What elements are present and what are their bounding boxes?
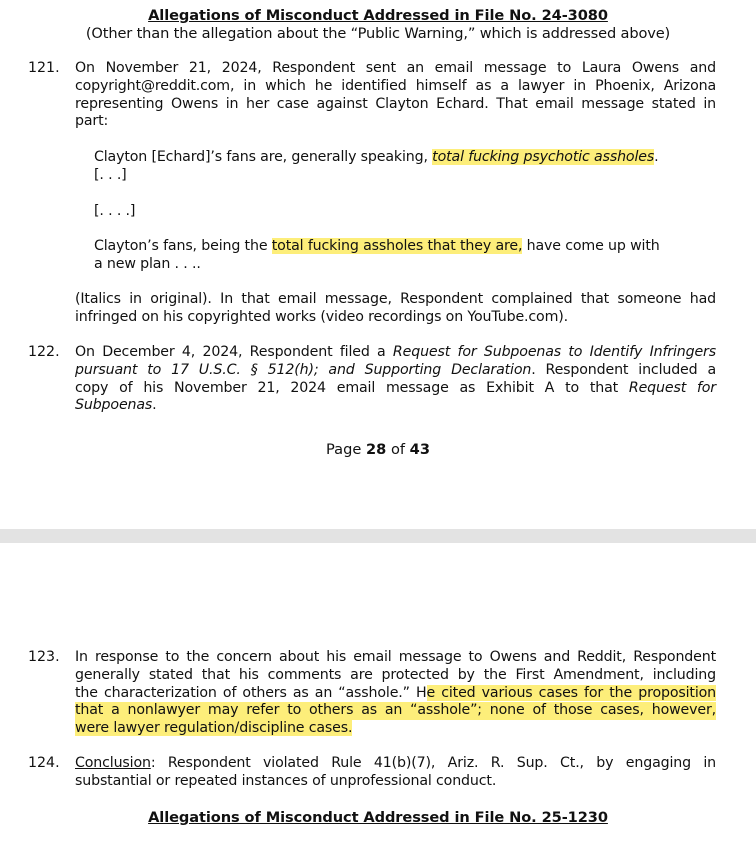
section-subheading: (Other than the allegation about the “Public Warning,” which is addressed above) xyxy=(85,25,671,42)
text-line: infringed on his copyrighted works (video recordings on YouTube.com). xyxy=(75,308,568,325)
conclusion-label: Conclusion xyxy=(75,755,151,771)
page-separator xyxy=(0,529,756,543)
quote-text: . xyxy=(654,149,659,165)
section-heading: Allegations of Misconduct Addressed in File No. 25-1230 xyxy=(148,809,608,826)
quote-text: a new plan . . .. xyxy=(94,255,201,272)
text: copy of his November 21, 2024 email message as Exhibit A to that xyxy=(75,379,629,396)
highlighted-text: were lawyer regulation/discipline cases. xyxy=(75,720,353,737)
text: . Respondent included a xyxy=(531,361,716,378)
text: . xyxy=(152,397,157,414)
text: the characterization of others as an “asshole.” H xyxy=(75,684,427,701)
paragraph-123 xyxy=(28,649,716,738)
document-title: Subpoenas xyxy=(75,397,153,414)
paragraph-number: 124. xyxy=(28,755,60,771)
paragraph-number: 122. xyxy=(28,344,60,360)
quote-text: have come up with xyxy=(522,238,660,254)
paragraph-number: 121. xyxy=(28,60,60,76)
text-line: generally stated that his comments are protected by the First Amendment, including xyxy=(75,666,716,683)
highlighted-quote: total fucking assholes that they are, xyxy=(271,238,523,254)
page-word: Page xyxy=(326,441,362,458)
paragraph-number: 123. xyxy=(28,649,60,665)
text-line: representing Owens in her case against Clayton Echard. That email message stated in xyxy=(75,95,716,112)
document-title: Request for xyxy=(628,379,716,396)
block-quote-3 xyxy=(94,238,694,274)
paragraph-124 xyxy=(28,755,716,791)
text-line: On November 21, 2024, Respondent sent an email message to Laura Owens and xyxy=(75,60,716,76)
document-title: Request for Subpoenas to Identify Infringers xyxy=(392,344,716,360)
page-number-footer xyxy=(0,441,756,458)
ellipsis: [. . .] xyxy=(94,166,127,183)
italics-note xyxy=(28,291,716,327)
text-line: (Italics in original). In that email message, Respondent complained that someone had xyxy=(75,291,716,307)
text: On December 4, 2024, Respondent filed a xyxy=(75,344,393,360)
highlighted-text: e cited various cases for the proposition xyxy=(426,684,716,701)
text: : Respondent violated Rule 41(b)(7), Ariz. R. Sup. Ct., by engaging in xyxy=(150,755,716,771)
section-heading: Allegations of Misconduct Addressed in File No. 24-3080 xyxy=(148,7,608,24)
current-page: 28 xyxy=(366,441,387,458)
text-line: In response to the concern about his email message to Owens and Reddit, Respondent xyxy=(75,649,716,665)
text-line: part: xyxy=(75,113,109,130)
document-page-29 xyxy=(0,543,756,844)
quote-text: Clayton’s fans, being the xyxy=(94,238,272,254)
text-line: substantial or repeated instances of unprofessional conduct. xyxy=(75,772,497,789)
document-title: pursuant to 17 U.S.C. § 512(h); and Supporting Declaration xyxy=(75,361,532,378)
paragraph-122 xyxy=(28,344,716,415)
block-quote-1 xyxy=(94,149,694,185)
total-pages: 43 xyxy=(409,441,430,458)
quote-text: Clayton [Echard]’s fans are, generally speaking, xyxy=(94,149,433,165)
highlighted-quote: total fucking psychotic assholes xyxy=(432,149,655,165)
block-quote-2: [. . . .] xyxy=(94,203,136,219)
highlighted-text: that a nonlawyer may refer to others as an “asshole”; none of those cases, however, xyxy=(75,702,716,719)
text-line: copyright@reddit.com, in which he identified himself as a lawyer in Phoenix, Arizona xyxy=(75,77,716,94)
of-word: of xyxy=(390,441,406,458)
paragraph-121 xyxy=(28,60,716,131)
